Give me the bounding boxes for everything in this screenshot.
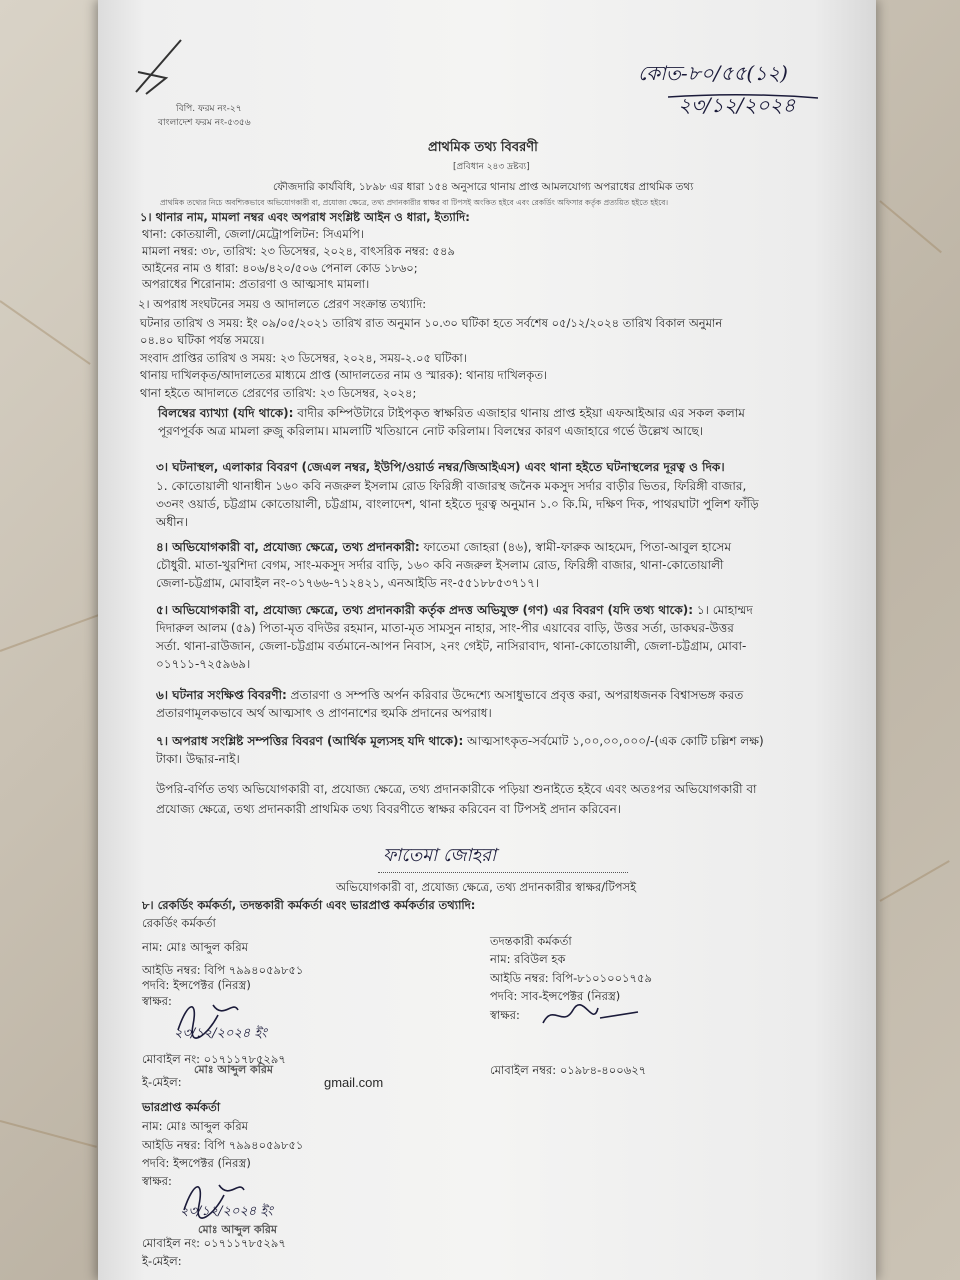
in-charge-officer-rank: পদবি: ইন্সপেক্টর (নিরস্ত্র) (142, 1156, 251, 1170)
document-title: প্রাথমিক তথ্য বিবরণী (428, 140, 538, 155)
in-charge-officer-sign-label: স্বাক্ষর: (142, 1174, 172, 1188)
investigating-officer-signature (538, 998, 648, 1038)
investigating-officer-title: তদন্তকারী কর্মকর্তা (490, 934, 572, 948)
form-ref-2: বাংলাদেশ ফরম নং-৫৩৫৬ (158, 118, 251, 128)
marble-vein (0, 300, 91, 365)
investigating-officer-id: আইডি নম্বর: বিপি-৮১০১০০১৭৫৯ (490, 971, 652, 985)
marble-vein (0, 614, 99, 652)
recording-officer-stamp: মোঃ আব্দুল করিম (194, 1063, 274, 1076)
location-line-3: অধীন। (156, 515, 189, 529)
corner-pen-mark (126, 32, 196, 102)
section-8-heading: ৮। রেকর্ডিং কর্মকর্তা, তদন্তকারী কর্মকর্তা এবং ভারপ্রাপ্ত কর্মকর্তার তথ্যাদি: (142, 898, 476, 912)
in-charge-officer-email-label: ই-মেইল: (142, 1254, 182, 1268)
handwritten-case-number: কোত-৮০/৫৫(১২) (638, 61, 788, 85)
fir-document (98, 0, 876, 1280)
section-7-property: ৭। অপরাধ সংশ্লিষ্ট সম্পত্তির বিবরণ (আর্থিক মূল্যসহ যদি থাকে): আত্মসাৎকৃত-সর্বমোট ১,০০,০০,০০০/-(এক কোটি চল্লিশ লক্ষ) (156, 734, 764, 748)
recording-officer-email-label: ই-মেইল: (142, 1075, 182, 1089)
marble-vein (879, 200, 942, 253)
investigating-officer-mobile: মোবাইল নম্বর: ০১৯৮৪-৪০০৬২৭ (490, 1063, 647, 1077)
recording-officer-email: gmail.com (324, 1075, 384, 1090)
accused-line-4: ০১৭১১-৭২৫৯৬৯। (156, 657, 251, 671)
section-4-complainant: ৪। অভিযোগকারী বা, প্রযোজ্য ক্ষেত্রে, তথ্য প্রদানকারী: ফাতেমা জোহরা (৪৬), স্বামী-ফারুক আহমেদ, পিতা-আবুল হাসেম (156, 540, 732, 554)
handwritten-date: ২৩/১২/২০২৪ (678, 93, 796, 117)
investigating-officer-rank: পদবি: সাব-ইন্সপেক্টর (নিরস্ত্র) (490, 989, 621, 1003)
section-5-accused: ৫। অভিযোগকারী বা, প্রযোজ্য ক্ষেত্রে, তথ্য প্রদানকারী কর্তৃক প্রদত্ত অভিযুক্ত (গণ) এর বিবরণ (যদি তথ্য থাকে): ১। মোহাম্মদ (156, 603, 753, 617)
recording-officer-title: রেকর্ডিং কর্মকর্তা (142, 916, 216, 930)
complainant-handwritten-signature: ফাতেমা জোহরা (383, 845, 497, 866)
delay-explanation: বিলম্বের ব্যাখ্যা (যদি থাকে): বাদীর কম্পিউটারে টাইপকৃত স্বাক্ষরিত এজাহার থানায় প্রাপ্ত হইয়া এফআইআর এর সকল কলাম (158, 406, 745, 420)
case-number-line: মামলা নম্বর: ৩৮, তারিখ: ২৩ ডিসেম্বর, ২০২৪, বাৎসরিক নম্বর: ৫৪৯ (142, 244, 455, 258)
report-received-line: সংবাদ প্রাপ্তির তারিখ ও সময়: ২৩ ডিসেম্বর, ২০২৪, সময়-২.০৫ ঘটিকা। (140, 351, 467, 365)
incident-time-line: ঘটনার তারিখ ও সময়: ইং ০৯/০৫/২০২১ তারিখ রাত অনুমান ১০.৩০ ঘটিকা হতে সর্বশেষ ০৫/১২/২০২৪ তারিখ বিকাল অনুমান (140, 316, 723, 330)
complainant-signature-caption: অভিযোগকারী বা, প্রযোজ্য ক্ষেত্রে, তথ্য প্রদানকারীর স্বাক্ষর/টিপসই (336, 880, 637, 894)
location-line-2: ৩৩নং ওয়ার্ড, চট্টগ্রাম কোতোয়ালী, চট্টগ্রাম, বাংলাদেশ, থানা হইতে দূরত্ব অনুমান ১.০ কি.মি, দক্ষিণ দিক, পাথরঘাটা পুলিশ ফাঁড়ি (156, 497, 759, 511)
recording-officer-name: নাম: মোঃ আব্দুল করিম (142, 940, 249, 954)
form-instruction: প্রাথমিক তথ্যের নিচে অবশ্যিকভাবে অভিযোগকারী বা, প্রযোজ্য ক্ষেত্রে, তথ্য প্রদানকারীর স্বাক্ষর বা টিপসই অংকিত হইবে এবং রেকর্ডিং অফিসার কর্তৃক প্রত্যয়িত হইতে হইবে। (160, 198, 669, 207)
form-ref-1: বিপি. ফরম নং-২৭ (176, 104, 242, 114)
section-6-summary: ৬। ঘটনার সংক্ষিপ্ত বিবরণী: প্রতারণা ও সম্পত্তি অর্পন করিবার উদ্দেশ্যে অসাধুভাবে প্রবৃত্ত করা, অপরাধজনক বিশ্বাসভঙ্গ করত (156, 688, 744, 702)
delay-explanation-2: পূরণপূর্বক অত্র মামলা রুজু করিলাম। মামলাটি খতিয়ানে নোট করিলাম। বিলম্বের কারণ এজাহারে গর্ভে উল্লেখ আছে। (158, 424, 704, 438)
incident-time-line-2: ০৪.৪০ ঘটিকা পর্যন্ত সময়ে। (140, 333, 265, 347)
accused-line-2: দিদারুল আলম (৫৯) পিতা-মৃত বদিউর রহমান, মাতা-মৃত সামসুন নাহার, সাং-পীর এয়াবের বাড়ি, উত্তর সর্তা, ডাকঘর-উত্তর (156, 621, 734, 635)
signature-dotted-line (378, 872, 628, 873)
offence-title-line: অপরাধের শিরোনাম: প্রতারণা ও আত্মসাৎ মামলা। (142, 277, 370, 291)
location-line-1: ১. কোতোয়ালী থানাধীন ১৬০ কবি নজরুল ইসলাম রোড ফিরিঙ্গী বাজারস্থ জনৈক মকসুদ সর্দার বাড়ীর ভিতর, ফিরিঙ্গী বাজার, (156, 479, 747, 493)
notice-line-1: উপরি-বর্ণিত তথ্য অভিযোগকারী বা, প্রযোজ্য ক্ষেত্রে, তথ্য প্রদানকারীকে পড়িয়া শুনাইতে হইবে এবং অতঃপর অভিযোগকারী বা (156, 782, 757, 796)
law-section-line: আইনের নাম ও ধারা: ৪০৬/৪২০/৫০৬ পেনাল কোড ১৮৬০; (142, 261, 418, 275)
in-charge-officer-sign-date: ২৩/১২/২০২৪ ইং (180, 1204, 273, 1219)
recording-officer-rank: পদবি: ইন্সপেক্টর (নিরস্ত্র) (142, 978, 251, 992)
summary-line-2: প্রতারণামূলকভাবে অর্থ আত্মসাৎ ও প্রাণনাশের হুমকি প্রদানের অপরাধ। (156, 706, 492, 720)
handwritten-underline (668, 92, 818, 102)
notice-line-2: প্রযোজ্য ক্ষেত্রে, তথ্য প্রদানকারী প্রাথমিক তথ্য বিবরণীতে স্বাক্ষর করিবেন বা টিপসই প্রদান করিবেন। (156, 802, 622, 816)
recording-officer-id: আইডি নম্বর: বিপি ৭৯৯৪০৫৯৮৫১ (142, 963, 304, 977)
section-3-heading: ৩। ঘটনাস্থল, এলাকার বিবরণ (জেএল নম্বর, ইউপি/ওয়ার্ড নম্বর/জিআইএস) এবং থানা হইতে ঘটনাস্থলের দূরত্ব ও দিক। (156, 460, 725, 474)
investigating-officer-name: নাম: রবিউল হক (490, 952, 566, 966)
filed-line: থানায় দাখিলকৃত/আদালতের মাধ্যমে প্রাপ্ত (আদালতের নাম ও স্মারক): থানায় দাখিলকৃত। (140, 368, 548, 382)
in-charge-officer-mobile: মোবাইল নং: ০১৭১১৭৮৫২৯৭ (142, 1236, 286, 1250)
section-1-heading: ১। থানার নাম, মামলা নম্বর এবং অপরাধ সংশ্লিষ্ট আইন ও ধারা, ইত্যাদি: (140, 210, 470, 224)
complainant-line-3: জেলা-চট্টগ্রাম, মোবাইল নং-০১৭৬৬-৭১২৪২১, এনআইডি নং-৫৫১৮৮৫৩৭১৭। (156, 576, 540, 590)
recording-officer-mobile: মোবাইল নং: ০১৭১১৭৮৫২৯৭ (142, 1052, 286, 1066)
complainant-line-2: চৌধুরী. মাতা-খুরশিদা বেগম, সাং-মকসুদ সর্দার বাড়ি, ১৬০ কবি নজরুল ইসলাম রোড, ফিরিঙ্গী বাজার, থানা-কোতোয়ালী (156, 558, 724, 572)
in-charge-officer-title: ভারপ্রাপ্ত কর্মকর্তা (142, 1100, 221, 1114)
marble-vein (0, 1120, 97, 1148)
document-subtitle: [প্রবিধান ২৪৩ দ্রষ্টব্য] (453, 162, 530, 172)
police-station-line: থানা: কোতয়ালী, জেলা/মেট্রোপলিটন: সিএমপি। (142, 227, 364, 241)
section-2-heading: ২। অপরাধ সংঘটনের সময় ও আদালতে প্রেরণ সংক্রান্ত তথ্যাদি: (138, 297, 427, 311)
investigating-officer-sign-label: স্বাক্ষর: (490, 1008, 520, 1022)
law-reference: ফৌজদারি কার্যবিধি, ১৮৯৮ এর ধারা ১৫৪ অনুসারে থানায় প্রাপ্ত আমলযোগ্য অপরাধের প্রাথমিক তথ্য (273, 181, 694, 193)
in-charge-officer-name: নাম: মোঃ আব্দুল করিম (142, 1119, 249, 1133)
accused-line-3: সর্তা. থানা-রাউজান, জেলা-চট্টগ্রাম বর্তমানে-আপন নিবাস, ২নং গেইট, নাসিরাবাদ, থানা-কোতোয়ালী, জেলা-চট্টগ্রাম, মোবা- (156, 639, 747, 653)
in-charge-officer-stamp: মোঃ আব্দুল করিম (198, 1223, 278, 1236)
property-line-2: টাকা। উদ্ধার-নাই। (156, 752, 240, 766)
court-sent-line: থানা হইতে আদালতে প্রেরণের তারিখ: ২৩ ডিসেম্বর, ২০২৪; (140, 386, 417, 400)
recording-officer-sign-date: ২৩/১২/২০২৪ ইং (174, 1026, 267, 1041)
in-charge-officer-id: আইডি নম্বর: বিপি ৭৯৯৪০৫৯৮৫১ (142, 1138, 304, 1152)
marble-vein (880, 860, 950, 902)
recording-officer-sign-label: স্বাক্ষর: (142, 994, 172, 1008)
